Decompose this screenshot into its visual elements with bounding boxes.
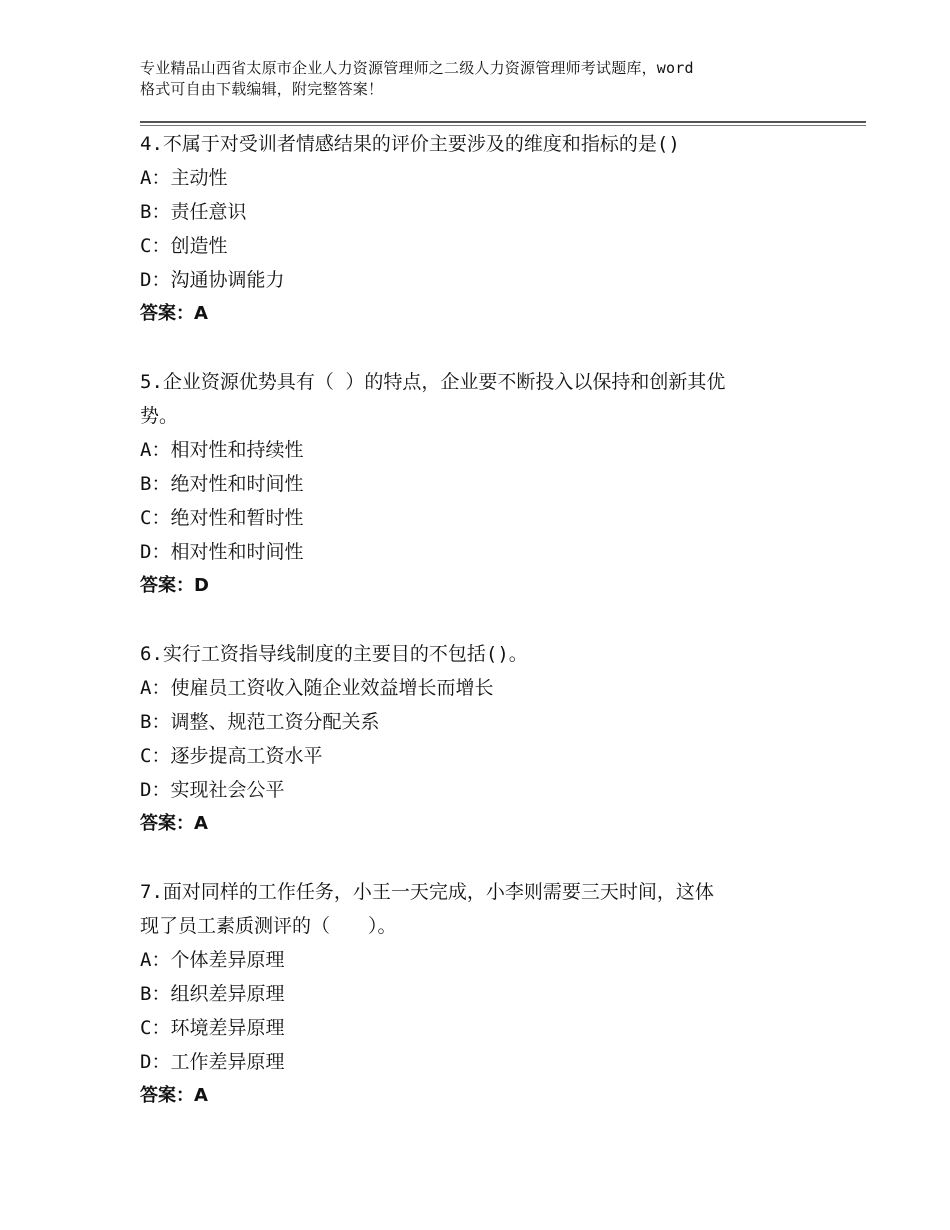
question-stem-line: 势。 [140,405,179,427]
question-list [140,127,840,1113]
answer-line: 答案：D [140,575,209,596]
question-stem-line: 7.面对同样的工作任务，小王一天完成，小李则需要三天时间，这体 [140,881,714,903]
question-spacer [140,331,840,365]
question-item [140,875,840,1113]
question-spacer [140,841,840,875]
question-stem-line: 6.实行工资指导线制度的主要目的不包括()。 [140,643,528,665]
question-item [140,637,840,875]
option-a: A：使雇员工资收入随企业效益增长而增长 [140,677,494,699]
answer-line: 答案：A [140,813,208,834]
option-d: D：相对性和时间性 [140,541,304,563]
option-a: A：主动性 [140,167,228,189]
option-b: B：组织差异原理 [140,983,285,1005]
option-c: C：绝对性和暂时性 [140,507,304,529]
option-a: A：相对性和持续性 [140,439,304,461]
question-stem-line: 5.企业资源优势具有（ ）的特点，企业要不断投入以保持和创新其优 [140,371,726,393]
question-stem-line: 现了员工素质测评的（ ）。 [140,915,397,937]
header-divider-thin [140,125,866,126]
question-spacer [140,603,840,637]
document-header [140,58,840,100]
option-d: D：沟通协调能力 [140,269,285,291]
option-b: B：责任意识 [140,201,247,223]
header-line-1: 专业精品山西省太原市企业人力资源管理师之二级人力资源管理师考试题库，word [140,59,694,77]
question-item [140,127,840,365]
option-c: C：创造性 [140,235,228,257]
question-item [140,365,840,637]
option-c: C：环境差异原理 [140,1017,285,1039]
option-d: D：实现社会公平 [140,779,285,801]
header-line-2: 格式可自由下载编辑，附完整答案！ [140,80,384,98]
option-a: A：个体差异原理 [140,949,285,971]
option-b: B：绝对性和时间性 [140,473,304,495]
header-divider-thick [140,121,866,123]
question-stem-line: 4.不属于对受训者情感结果的评价主要涉及的维度和指标的是() [140,133,680,155]
answer-line: 答案：A [140,303,208,324]
option-d: D：工作差异原理 [140,1051,285,1073]
option-b: B：调整、规范工资分配关系 [140,711,380,733]
answer-line: 答案：A [140,1085,208,1106]
option-c: C：逐步提高工资水平 [140,745,323,767]
